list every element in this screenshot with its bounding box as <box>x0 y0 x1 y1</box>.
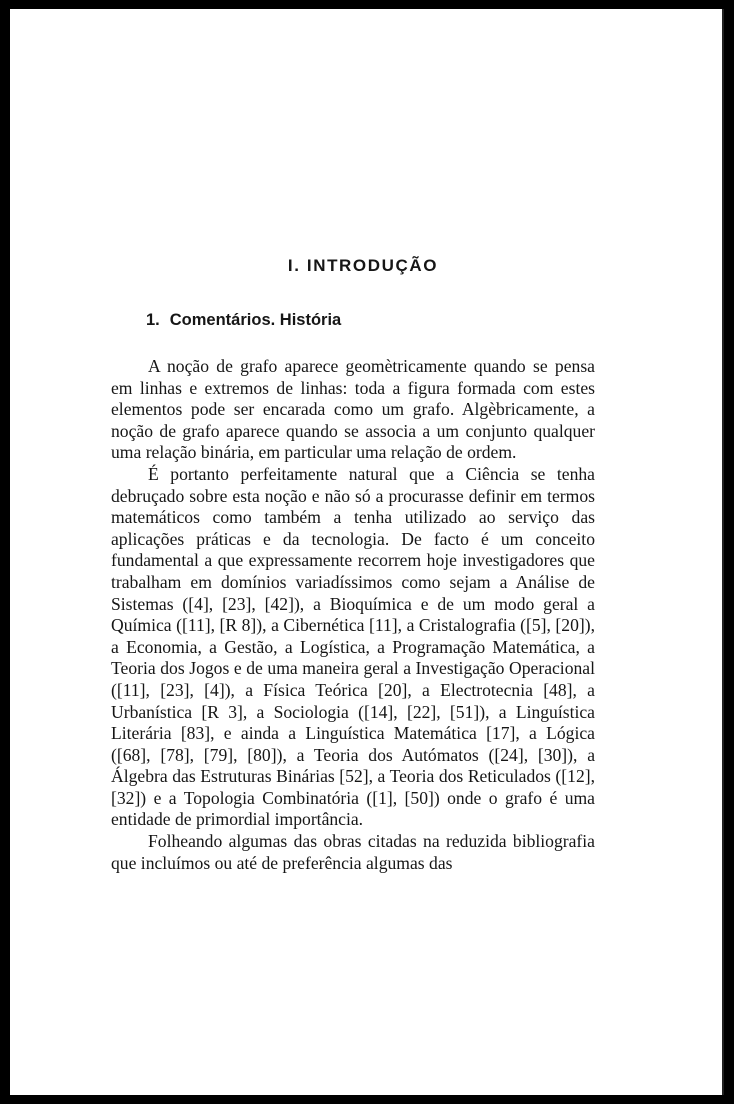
section-number: 1. <box>146 311 160 329</box>
paragraph-2: É portanto perfeitamente natural que a Ciência se tenha debruçado sobre esta noção e não só a procurasse definir em termos matemáticos como também a tenha utilizado ao serviço das aplicações práticas e da tecnologia. De facto é um conceito fundamental a que expressamente recorrem hoje investigadores que trabalham em domínios variadíssimos como sejam a Análise de Sistemas ([4], [23], [42]), a Bioquímica e de um modo geral a Química ([11], [R 8]), a Cibernética [11], a Cristalografia ([5], [20]), a Economia, a Gestão, a Logística, a Programação Matemática, a Teoria dos Jogos e de uma maneira geral a Investigação Operacional ([11], [23], [4]), a Física Teórica [20], a Electrotecnia [48], a Urbanística [R 3], a Sociologia ([14], [22], [51]), a Linguística Literária [83], e ainda a Linguística Matemática [17], a Lógica ([68], [78], [79], [80]), a Teoria dos Autómatos ([24], [30]), a Álgebra das Estruturas Binárias [52], a Teoria dos Reticulados ([12], [32]) e a Topologia Combinatória ([1], [50]) onde o grafo é uma entidade de primordial importância. <box>111 463 595 830</box>
chapter-title: I. INTRODUÇÃO <box>287 256 439 275</box>
body-text <box>111 356 595 874</box>
document-page <box>10 9 724 1095</box>
section-heading <box>146 311 341 330</box>
section-title: Comentários. História <box>169 311 342 329</box>
paragraph-1: A noção de grafo aparece geomètricamente quando se pensa em linhas e extremos de linhas: toda a figura formada com estes elementos pode ser encarada como um grafo. Algèbricamente, a noção de grafo aparece quando se associa a um conjunto qualquer uma relação binária, em particular uma relação de ordem. <box>111 356 595 463</box>
paragraph-3: Folheando algumas das obras citadas na reduzida bibliografia que incluímos ou até de preferência algumas das <box>111 831 595 873</box>
